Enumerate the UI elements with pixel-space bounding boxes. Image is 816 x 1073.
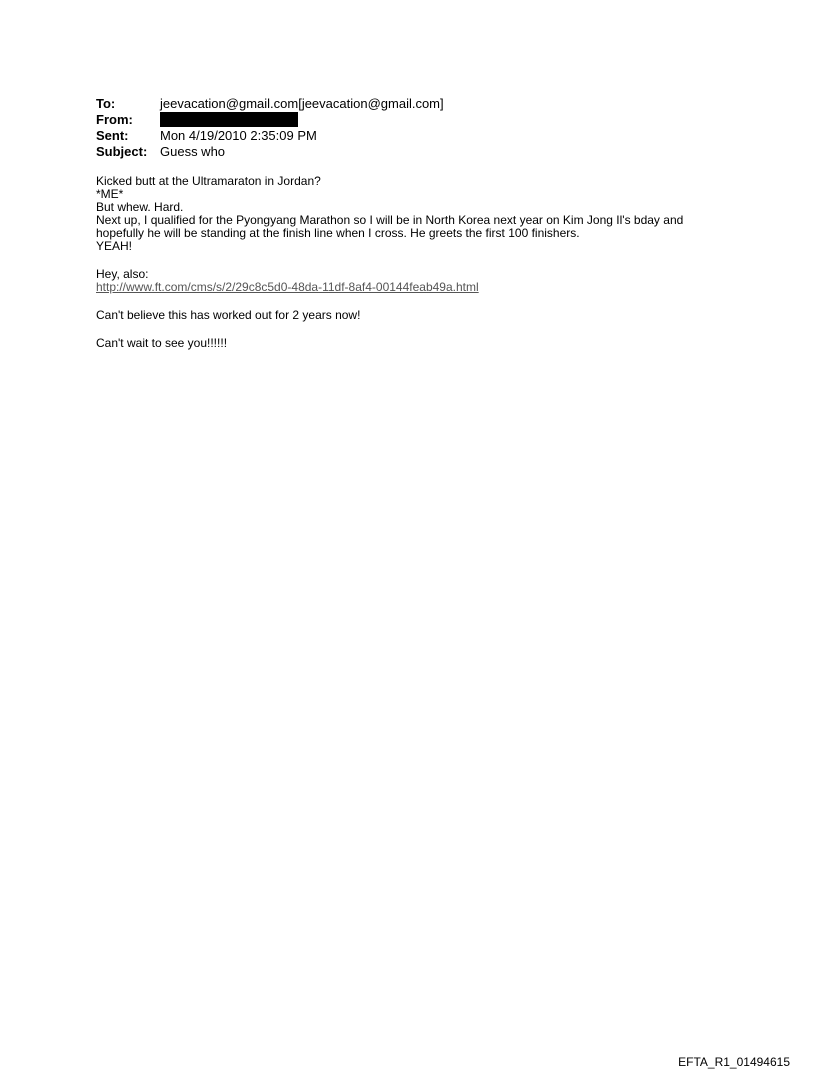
sent-row <box>96 128 444 144</box>
from-label: From: <box>96 112 133 127</box>
body-line-5: hopefully he will be standing at the finish line when I cross. He greets the first 100 finishers. <box>96 226 580 240</box>
body-line-8: Can't believe this has worked out for 2 years now! <box>96 308 361 322</box>
to-row <box>96 96 444 112</box>
subject-value: Guess who <box>160 144 226 159</box>
sent-value: Mon 4/19/2010 2:35:09 PM <box>160 128 317 143</box>
body-line-7: Hey, also: <box>96 267 149 281</box>
to-value: jeevacation@gmail.com[jeevacation@gmail.com] <box>160 96 444 111</box>
body-line-3: But whew. Hard. <box>96 200 184 214</box>
document-id: EFTA_R1_01494615 <box>678 1055 790 1069</box>
email-body <box>96 175 736 350</box>
redaction-box <box>160 112 298 127</box>
article-link[interactable]: http://www.ft.com/cms/s/2/29c8c5d0-48da-11df-8af4-00144feab49a.html <box>96 280 479 294</box>
body-line-1: Kicked butt at the Ultramaraton in Jordan? <box>96 174 321 188</box>
body-line-6: YEAH! <box>96 239 133 253</box>
subject-label: Subject: <box>96 144 148 159</box>
from-value <box>160 112 298 128</box>
email-header <box>96 96 444 160</box>
spacer <box>96 322 736 337</box>
spacer <box>96 253 736 268</box>
spacer <box>96 294 736 309</box>
sent-label: Sent: <box>96 128 129 143</box>
body-line-9: Can't wait to see you!!!!!! <box>96 336 228 350</box>
subject-row <box>96 144 444 160</box>
body-line-2: *ME* <box>96 187 124 201</box>
body-line-4: Next up, I qualified for the Pyongyang Marathon so I will be in North Korea next year on Kim Jong Il's bday and <box>96 213 684 227</box>
from-row <box>96 112 444 128</box>
to-label: To: <box>96 96 116 111</box>
